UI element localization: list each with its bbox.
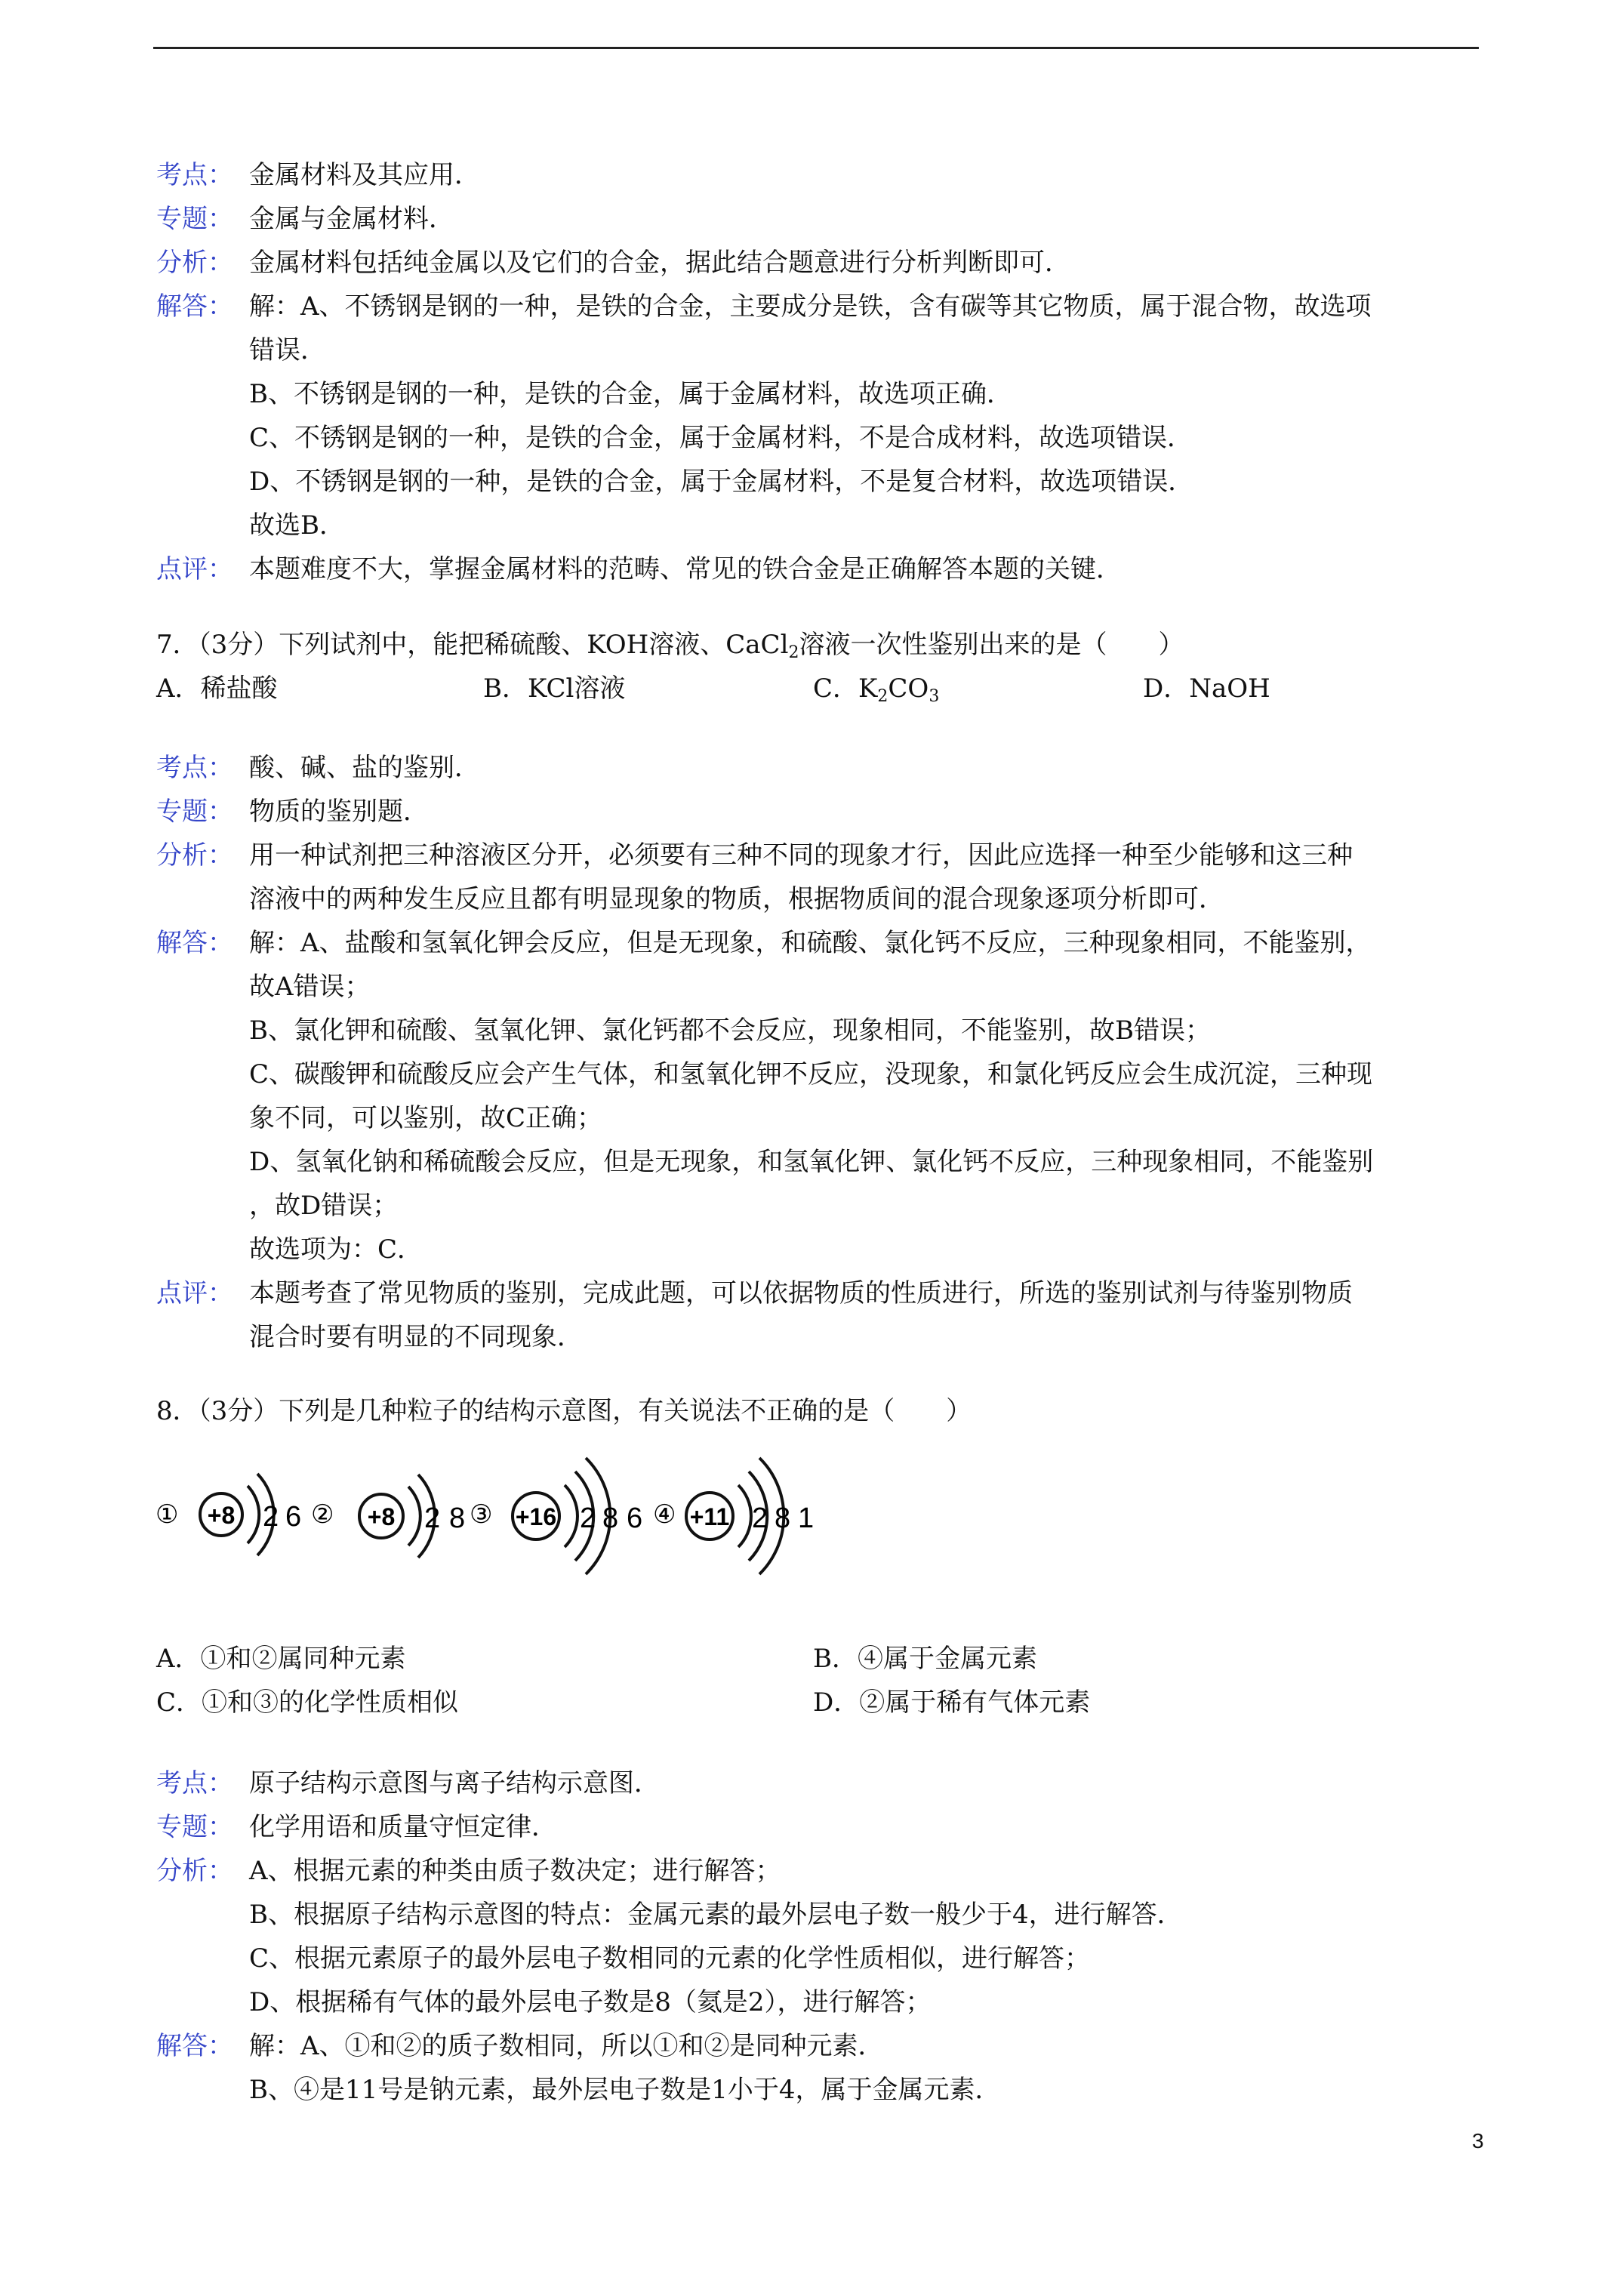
electron-shell-arc [565, 1485, 577, 1547]
diagram-2-electron: 8 [449, 1502, 466, 1534]
fenxi-label: 分析： [156, 1856, 233, 1886]
electron-shell-arc [408, 1487, 420, 1546]
zhuanti-label: 专题： [156, 1812, 233, 1842]
fenxi-line: 溶液中的两种发生反应且都有明显现象的物质，根据物质间的混合现象逐项分析即可． [249, 884, 1224, 914]
jieda-line: ，故D错误； [249, 1191, 399, 1221]
jieda-line: 错误． [249, 335, 326, 365]
diagram-3 [470, 1458, 642, 1574]
dianping-text: 本题难度不大，掌握金属材料的范畴、常见的铁合金是正确解答本题的关键． [249, 554, 1122, 584]
jieda-line: 解：A、①和②的质子数相同，所以①和②是同种元素． [249, 2031, 884, 2061]
dianping-line: 本题考查了常见物质的鉴别，完成此题，可以依据物质的性质进行，所选的鉴别试剂与待鉴别物质 [249, 1278, 1353, 1308]
jieda-label: 解答： [156, 928, 233, 958]
diagram-2-index: ② [311, 1500, 334, 1529]
jieda-line: 解：A、不锈钢是钢的一种，是铁的合金，主要成分是铁，含有碳等其它物质，属于混合物，故选项 [249, 291, 1372, 322]
electron-shell-arc [248, 1486, 259, 1543]
diagram-4-electron: 2 [752, 1502, 768, 1534]
q7-option-b: B．KCl溶液 [483, 673, 626, 704]
diagram-1-nucleus: +8 [207, 1502, 236, 1529]
diagram-3-electron: 8 [602, 1502, 619, 1534]
header-rule [153, 47, 1479, 49]
diagram-4-electron: 1 [798, 1502, 815, 1534]
diagram-3-index: ③ [470, 1500, 493, 1529]
jieda-line: B、不锈钢是钢的一种，是铁的合金，属于金属材料，故选项正确． [249, 379, 1012, 409]
diagram-1-electron: 2 [263, 1501, 279, 1533]
q7-option-d: D．NaOH [1143, 673, 1270, 704]
dianping-label: 点评： [156, 554, 233, 584]
q8-option-c: C．①和③的化学性质相似 [156, 1687, 459, 1718]
jieda-line: D、氢氧化钠和稀硫酸会反应，但是无现象，和氢氧化钾、氯化钙不反应，三种现象相同，不能鉴别 [249, 1147, 1374, 1177]
electron-shell-arc [738, 1485, 751, 1547]
dianping-line: 混合时要有明显的不同现象． [249, 1322, 583, 1352]
diagram-4-nucleus: +11 [689, 1503, 730, 1530]
question-7-stem: 7．（3分）下列试剂中，能把稀硫酸、KOH溶液、CaCl$_2$溶液一次性鉴别出来的是（ ） [156, 630, 1184, 662]
q8-option-b: B．④属于金属元素 [813, 1644, 1037, 1674]
diagram-4-index: ④ [653, 1500, 676, 1529]
diagram-2-nucleus: +8 [367, 1503, 396, 1530]
fenxi-line: A、根据元素的种类由质子数决定；进行解答； [249, 1856, 781, 1886]
fenxi-label: 分析： [156, 840, 233, 871]
jieda-line: B、④是11号是钠元素，最外层电子数是1小于4，属于金属元素． [249, 2075, 1001, 2105]
jieda-label: 解答： [156, 2031, 233, 2061]
q8-option-d: D．②属于稀有气体元素 [813, 1687, 1091, 1718]
jieda-label: 解答： [156, 291, 233, 322]
kaodian-text: 金属材料及其应用． [249, 160, 480, 190]
jieda-line: C、碳酸钾和硫酸反应会产生气体，和氢氧化钾不反应，没现象，和氯化钙反应会生成沉淀，三种现 [249, 1059, 1373, 1089]
diagram-1-electron: 6 [285, 1501, 302, 1533]
fenxi-line: C、根据元素原子的最外层电子数相同的元素的化学性质相似，进行解答； [249, 1943, 1091, 1974]
fenxi-text: 金属材料包括纯金属以及它们的合金，据此结合题意进行分析判断即可． [249, 248, 1070, 278]
fenxi-line: B、根据原子结构示意图的特点：金属元素的最外层电子数一般少于4，进行解答． [249, 1900, 1183, 1930]
jieda-line: 故选项为：C． [249, 1234, 423, 1265]
zhuanti-label: 专题： [156, 204, 233, 234]
jieda-line: C、不锈钢是钢的一种，是铁的合金，属于金属材料，不是合成材料，故选项错误． [249, 423, 1193, 453]
jieda-line: 故A错误； [249, 972, 371, 1002]
jieda-line: 象不同，可以鉴别，故C正确； [249, 1103, 603, 1133]
zhuanti-text: 化学用语和质量守恒定律． [249, 1812, 557, 1842]
diagram-1 [156, 1474, 301, 1555]
fenxi-label: 分析： [156, 248, 233, 278]
diagram-3-electron: 6 [627, 1502, 643, 1534]
q7-option-c: C．$K_2CO_3$ [813, 673, 940, 706]
q8-option-a: A．①和②属同种元素 [156, 1644, 406, 1674]
page-number: 3 [1472, 2129, 1484, 2153]
diagram-3-nucleus: +16 [515, 1503, 557, 1530]
fenxi-line: D、根据稀有气体的最外层电子数是8（氦是2），进行解答； [249, 1987, 932, 2017]
diagram-4 [653, 1458, 814, 1574]
zhuanti-label: 专题： [156, 797, 233, 827]
fenxi-line: 用一种试剂把三种溶液区分开，必须要有三种不同的现象才行，因此应选择一种至少能够和这三种 [249, 840, 1353, 871]
kaodian-text: 原子结构示意图与离子结构示意图． [249, 1768, 660, 1798]
diagram-2-electron: 2 [424, 1502, 441, 1534]
diagram-4-electron: 8 [775, 1502, 791, 1534]
diagram-2 [311, 1475, 465, 1558]
jieda-line: 解：A、盐酸和氢氧化钾会反应，但是无现象，和硫酸、氯化钙不反应，三种现象相同，不能鉴别， [249, 928, 1372, 958]
jieda-line: B、氯化钾和硫酸、氢氧化钾、氯化钙都不会反应，现象相同，不能鉴别，故B错误； [249, 1015, 1211, 1046]
diagram-3-electron: 2 [580, 1502, 596, 1534]
q7-option-a: A．稀盐酸 [156, 673, 278, 704]
dianping-label: 点评： [156, 1278, 233, 1308]
zhuanti-text: 物质的鉴别题． [249, 797, 429, 827]
kaodian-label: 考点： [156, 753, 233, 783]
jieda-line: 故选B． [249, 510, 345, 541]
kaodian-label: 考点： [156, 160, 233, 190]
kaodian-label: 考点： [156, 1768, 233, 1798]
zhuanti-text: 金属与金属材料． [249, 204, 454, 234]
jieda-line: D、不锈钢是钢的一种，是铁的合金，属于金属材料，不是复合材料，故选项错误． [249, 467, 1194, 497]
atomic-structure-diagrams [151, 1438, 830, 1589]
diagram-1-index: ① [156, 1500, 179, 1529]
kaodian-text: 酸、碱、盐的鉴别． [249, 753, 480, 783]
question-8-stem: 8．（3分）下列是几种粒子的结构示意图，有关说法不正确的是（ ） [156, 1396, 972, 1426]
